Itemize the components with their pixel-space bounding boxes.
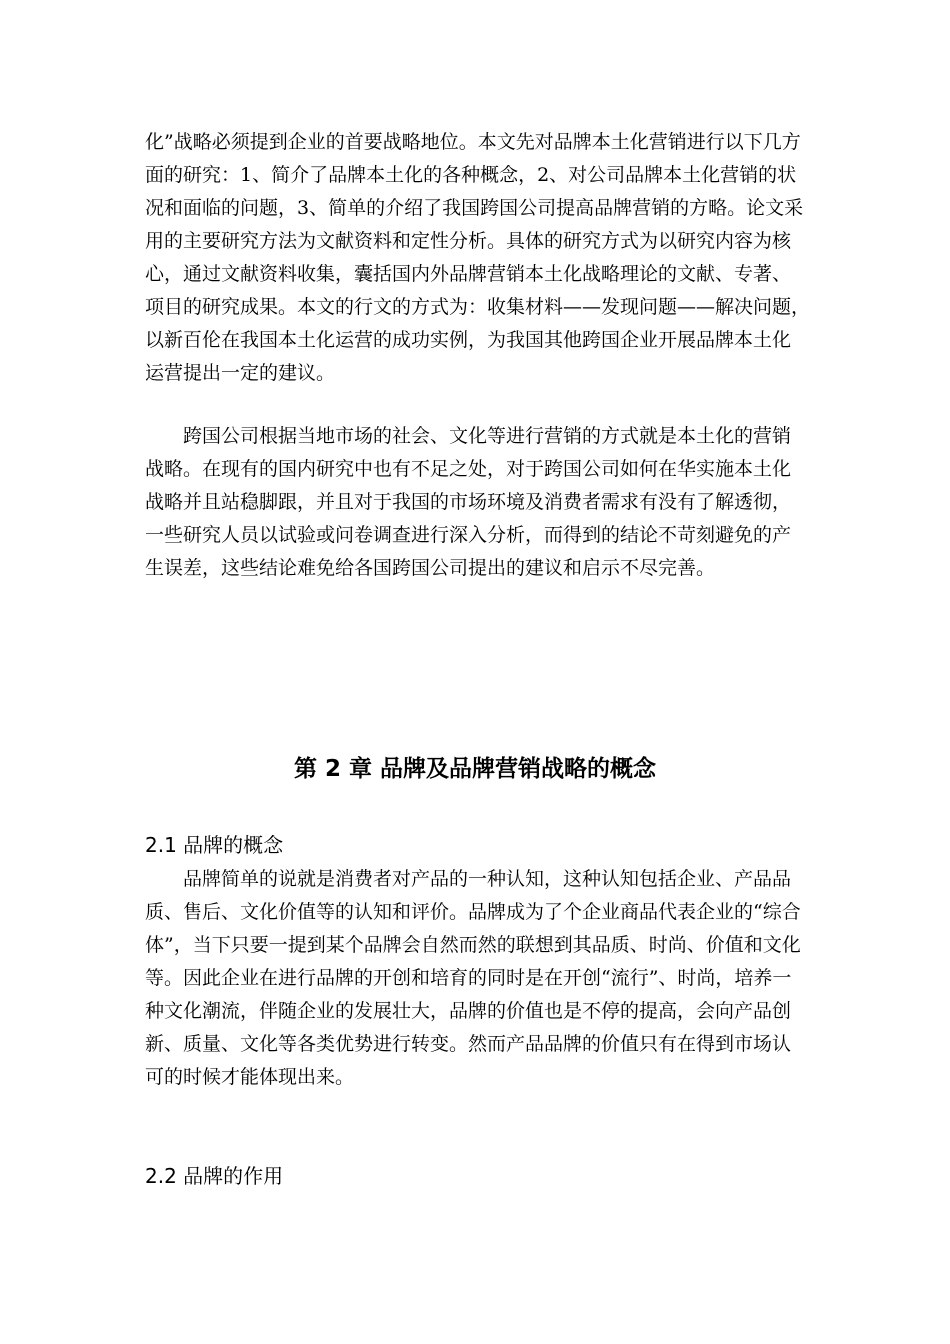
body-text-line: 面的研究：1、简介了品牌本土化的各种概念，2、对公司品牌本土化营销的状 (145, 164, 797, 186)
body-text-line: 一些研究人员以试验或问卷调查进行深入分析，而得到的结论不苛刻避免的产 (145, 524, 792, 546)
body-text-line: 体”，当下只要一提到某个品牌会自然而然的联想到其品质、时尚、价值和文化 (145, 934, 801, 956)
body-text-line: 质、售后、文化价值等的认知和评价。品牌成为了个企业商品代表企业的“综合 (145, 901, 801, 923)
body-text-line: 等。因此企业在进行品牌的开创和培育的同时是在开创“流行”、时尚，培养一 (145, 967, 792, 989)
chapter-title: 第 2 章 品牌及品牌营销战略的概念 (293, 756, 657, 782)
body-text-line: 战略。在现有的国内研究中也有不足之处，对于跨国公司如何在华实施本土化 (145, 458, 792, 480)
body-text-line: 况和面临的问题，3、简单的介绍了我国跨国公司提高品牌营销的方略。论文采 (145, 197, 804, 219)
body-text-line: 项目的研究成果。本文的行文的方式为：收集材料——发现问题——解决问题， (145, 296, 811, 318)
body-text-line: 战略并且站稳脚跟，并且对于我国的市场环境及消费者需求有没有了解透彻， (145, 491, 792, 513)
section-heading-2-2: 2.2 品牌的作用 (145, 1164, 284, 1188)
body-text-line: 种文化潮流，伴随企业的发展壮大，品牌的价值也是不停的提高，会向产品创 (145, 1000, 792, 1022)
body-text-line: 新、质量、文化等各类优势进行转变。然而产品品牌的价值只有在得到市场认 (145, 1033, 792, 1055)
body-text-line: 化”战略必须提到企业的首要战略地位。本文先对品牌本土化营销进行以下几方 (145, 131, 801, 153)
body-text-line: 以新百伦在我国本土化运营的成功实例，为我国其他跨国企业开展品牌本土化 (145, 329, 792, 351)
body-text-line: 生误差，这些结论难免给各国跨国公司提出的建议和启示不尽完善。 (145, 557, 716, 579)
body-text-line: 品牌简单的说就是消费者对产品的一种认知，这种认知包括企业、产品品 (183, 868, 792, 890)
body-text-line: 心，通过文献资料收集，囊括国内外品牌营销本土化战略理论的文献、专著、 (145, 263, 792, 285)
body-text-line: 可的时候才能体现出来。 (145, 1066, 355, 1088)
body-text-line: 运营提出一定的建议。 (145, 362, 336, 384)
section-heading-2-1: 2.1 品牌的概念 (145, 833, 284, 857)
body-text-line: 跨国公司根据当地市场的社会、文化等进行营销的方式就是本土化的营销 (183, 425, 792, 447)
body-text-line: 用的主要研究方法为文献资料和定性分析。具体的研究方式为以研究内容为核 (145, 230, 792, 252)
